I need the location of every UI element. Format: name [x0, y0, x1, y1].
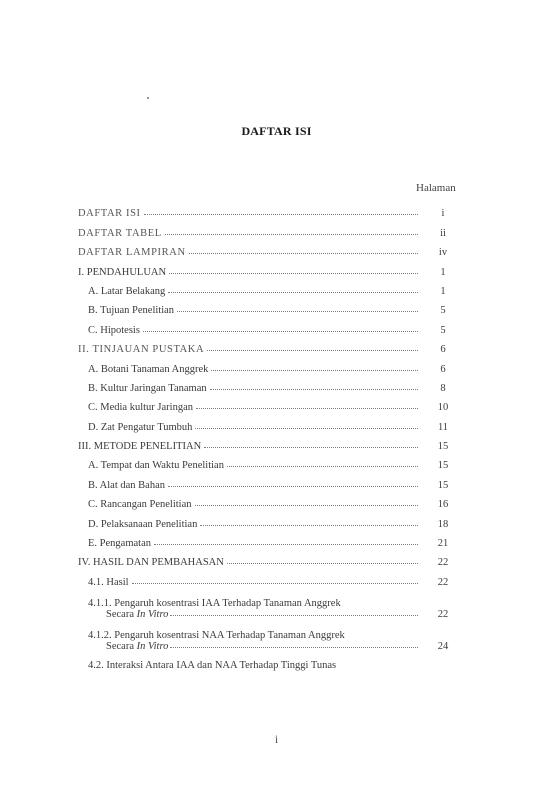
page-column-header: Halaman: [416, 182, 456, 194]
toc-entry-label: IV. HASIL DAN PEMBAHASAN: [78, 557, 224, 569]
dot-leader: [207, 350, 418, 351]
toc-entry-label: D. Pelaksanaan Penelitian: [88, 518, 198, 530]
toc-entry-label: I. PENDAHULUAN: [78, 266, 167, 278]
toc-entry-label-italic: In Vitro: [136, 608, 169, 620]
toc-entry-page: 6: [440, 363, 446, 375]
dot-leader: [200, 525, 418, 526]
dot-leader: [170, 647, 418, 648]
toc-entry-label: 4.2. Interaksi Antara IAA dan NAA Terhadap Tinggi Tunas: [88, 660, 337, 672]
toc-entry-page: 15: [437, 479, 449, 491]
dot-leader: [195, 505, 418, 506]
footer-page-number: i: [274, 732, 279, 746]
dot-leader: [177, 311, 418, 312]
dot-leader: [132, 583, 418, 584]
toc-entry-page: i: [441, 208, 445, 220]
toc-entry: [78, 278, 468, 297]
toc-entry: [78, 258, 468, 277]
toc-entry-label-italic: In Vitro: [136, 640, 169, 652]
toc-entry-label: 4.1. Hasil: [88, 576, 129, 588]
toc-entry-page: 11: [437, 421, 449, 433]
toc-entry-page: 10: [437, 402, 449, 414]
toc-entry-page: ii: [440, 227, 446, 239]
toc-entry-label: DAFTAR LAMPIRAN: [78, 247, 186, 259]
dot-leader: [154, 544, 418, 545]
toc-entry-label: E. Pengamatan: [88, 538, 151, 550]
dot-leader: [210, 389, 418, 390]
toc-entry: [78, 549, 468, 568]
toc-entry-page: 5: [440, 305, 446, 317]
toc-entry-page: 1: [440, 266, 446, 278]
toc-entry: [78, 355, 468, 374]
dot-leader: [143, 331, 418, 332]
dot-leader: [144, 214, 418, 215]
toc-entry-label: A. Botani Tanaman Anggrek: [88, 363, 209, 375]
toc-entry: [78, 219, 468, 238]
toc-entry: [78, 394, 468, 413]
toc-entry: [78, 200, 468, 219]
dot-leader: [195, 428, 418, 429]
toc-entry-page: 22: [437, 576, 449, 588]
toc-entry: [78, 452, 468, 471]
toc-entry: [78, 316, 468, 335]
toc-entry-label: III. METODE PENELITIAN: [78, 441, 202, 453]
dot-leader: [204, 447, 418, 448]
dot-leader: [196, 408, 418, 409]
dot-leader: [189, 253, 418, 254]
toc-entry-page: 15: [437, 460, 449, 472]
toc-entry: [78, 530, 468, 549]
toc-entry: [78, 652, 468, 671]
dot-leader: [227, 466, 418, 467]
dot-leader: [170, 615, 418, 616]
toc-entry-label: 4.1.2. Pengaruh kosentrasi NAA Terhadap Tanaman Anggrek: [88, 629, 345, 641]
toc-entry-page: 5: [440, 324, 446, 336]
toc-entry-page: 6: [440, 344, 446, 356]
toc-entry: [78, 510, 468, 529]
toc-entry: [78, 620, 468, 652]
toc-entry: [78, 471, 468, 490]
page-title: DAFTAR ISI: [241, 124, 312, 138]
toc-entry-page: 22: [437, 557, 449, 569]
toc-entry-page: iv: [438, 247, 448, 259]
table-of-contents: [78, 200, 468, 671]
toc-entry-page: 22: [437, 608, 449, 620]
toc-entry: [78, 239, 468, 258]
toc-entry-label: B. Alat dan Bahan: [88, 479, 165, 491]
toc-entry-label: DAFTAR TABEL: [78, 227, 162, 239]
toc-entry-page: 16: [437, 499, 449, 511]
toc-entry: [78, 588, 468, 620]
toc-entry-page: 18: [437, 518, 449, 530]
toc-entry-page: 15: [437, 441, 449, 453]
toc-entry-label: 4.1.1. Pengaruh kosentrasi IAA Terhadap Tanaman Anggrek: [88, 597, 341, 609]
toc-entry-label: C. Hipotesis: [88, 324, 140, 336]
toc-entry-label: II. TINJAUAN PUSTAKA: [78, 344, 205, 356]
toc-entry-label: B. Tujuan Penelitian: [88, 305, 175, 317]
dot-leader: [211, 370, 418, 371]
toc-entry-page: 1: [440, 285, 446, 297]
toc-entry-label-continuation: Secara: [106, 640, 137, 652]
toc-entry-label: A. Tempat dan Waktu Penelitian: [88, 460, 224, 472]
toc-entry: [78, 413, 468, 432]
toc-entry-page: 21: [437, 538, 449, 550]
toc-entry: [78, 375, 468, 394]
toc-entry-label: DAFTAR ISI: [78, 208, 141, 220]
toc-entry: [78, 568, 468, 587]
toc-entry-label: D. Zat Pengatur Tumbuh: [88, 421, 193, 433]
toc-entry-label: A. Latar Belakang: [88, 285, 166, 297]
dot-leader: [168, 486, 418, 487]
toc-entry-page: 24: [437, 640, 449, 652]
toc-entry-page: 8: [440, 382, 446, 394]
toc-entry: [78, 297, 468, 316]
toc-entry-label: C. Rancangan Penelitian: [88, 499, 192, 511]
toc-entry: [78, 491, 468, 510]
dot-leader: [168, 292, 418, 293]
toc-entry: [78, 336, 468, 355]
scan-speck: [147, 97, 149, 99]
dot-leader: [227, 563, 418, 564]
toc-entry-label: C. Media kultur Jaringan: [88, 402, 193, 414]
toc-entry-label-continuation: Secara: [106, 608, 137, 620]
toc-entry-label: B. Kultur Jaringan Tanaman: [88, 382, 207, 394]
dot-leader: [165, 234, 418, 235]
dot-leader: [169, 273, 418, 274]
toc-entry: [78, 433, 468, 452]
